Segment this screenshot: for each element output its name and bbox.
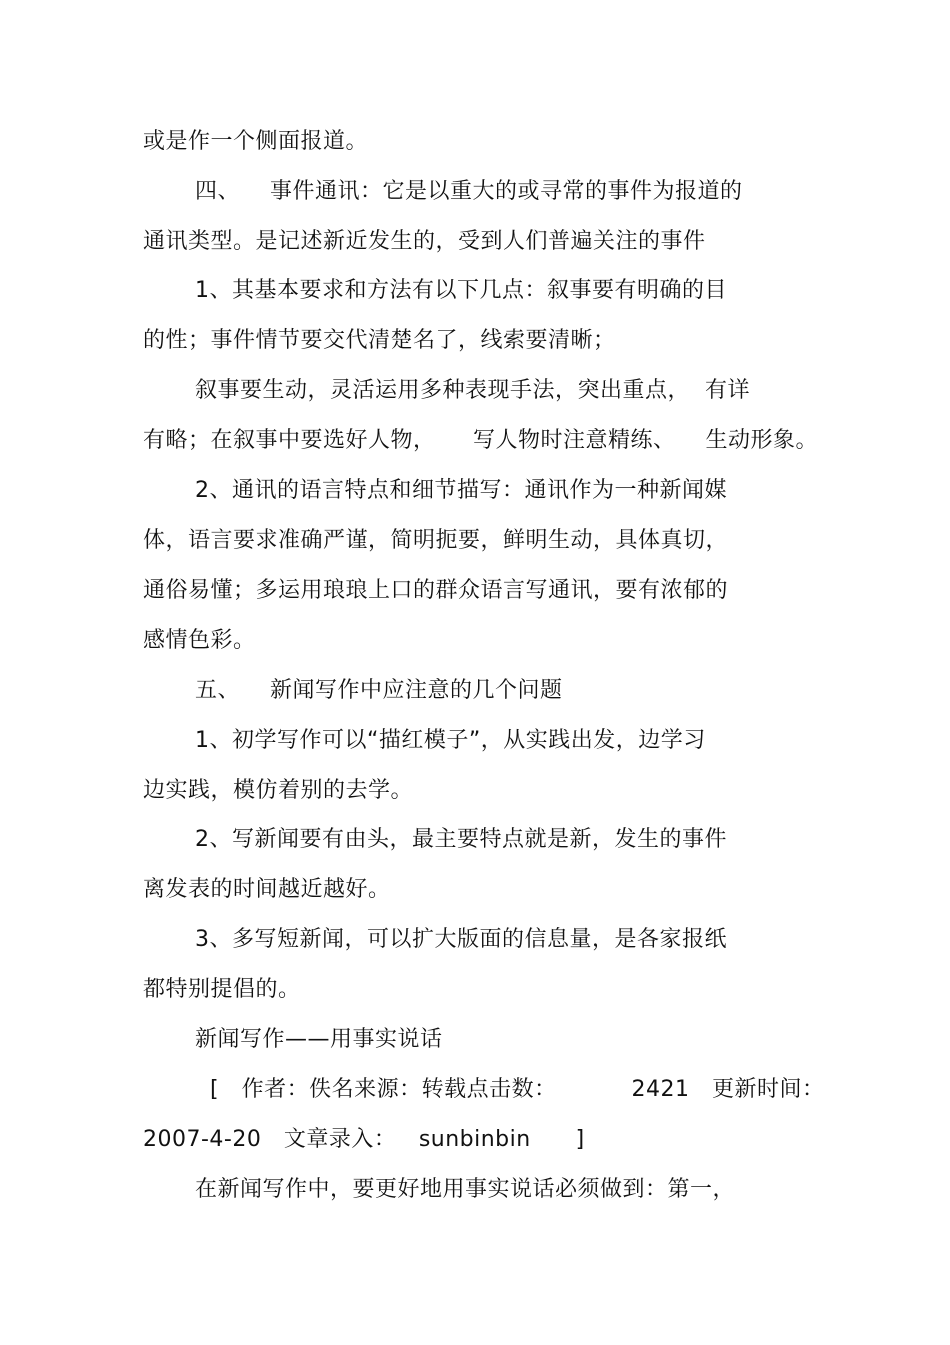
text-line: 1、初学写作可以“描红模子”，从实践出发，边学习	[195, 728, 706, 753]
text-line: 的性；事件情节要交代清楚名了，线索要清晰；	[143, 328, 616, 353]
text-line: 体，语言要求准确严谨，简明扼要，鲜明生动，具体真切，	[143, 528, 729, 553]
text-line: 或是作一个侧面报道。	[143, 129, 369, 154]
section-heading-five: 五、 新闻写作中应注意的几个问题	[195, 678, 563, 703]
text-line: 在新闻写作中，要更好地用事实说话必须做到：第一，	[195, 1177, 736, 1202]
article-title: 新闻写作——用事实说话	[195, 1027, 443, 1052]
text-line: 2、写新闻要有由头，最主要特点就是新，发生的事件	[195, 827, 727, 852]
text-line: 叙事要生动，灵活运用多种表现手法，突出重点， 有详	[195, 378, 750, 403]
text-line: 感情色彩。	[143, 628, 256, 653]
text-line: 2、通讯的语言特点和细节描写：通讯作为一种新闻媒	[195, 478, 727, 503]
text-line: 边实践，模仿着别的去学。	[143, 778, 414, 803]
section-heading-four: 四、 事件通讯：它是以重大的或寻常的事件为报道的	[195, 179, 743, 204]
text-line: 通讯类型。是记述新近发生的，受到人们普遍关注的事件	[143, 229, 706, 254]
text-line: 离发表的时间越近越好。	[143, 877, 391, 902]
text-line: 有略；在叙事中要选好人物， 写人物时注意精练、 生动形象。	[143, 428, 818, 453]
article-meta: 2007-4-20 文章录入： sunbinbin ]	[143, 1127, 585, 1152]
article-meta: [ 作者：佚名来源：转载点击数： 2421 更新时间：	[210, 1077, 825, 1102]
text-line: 都特别提倡的。	[143, 977, 301, 1002]
text-line: 通俗易懂；多运用琅琅上口的群众语言写通讯，要有浓郁的	[143, 578, 729, 603]
text-line: 3、多写短新闻，可以扩大版面的信息量，是各家报纸	[195, 927, 727, 952]
text-line: 1、其基本要求和方法有以下几点：叙事要有明确的目	[195, 278, 727, 303]
